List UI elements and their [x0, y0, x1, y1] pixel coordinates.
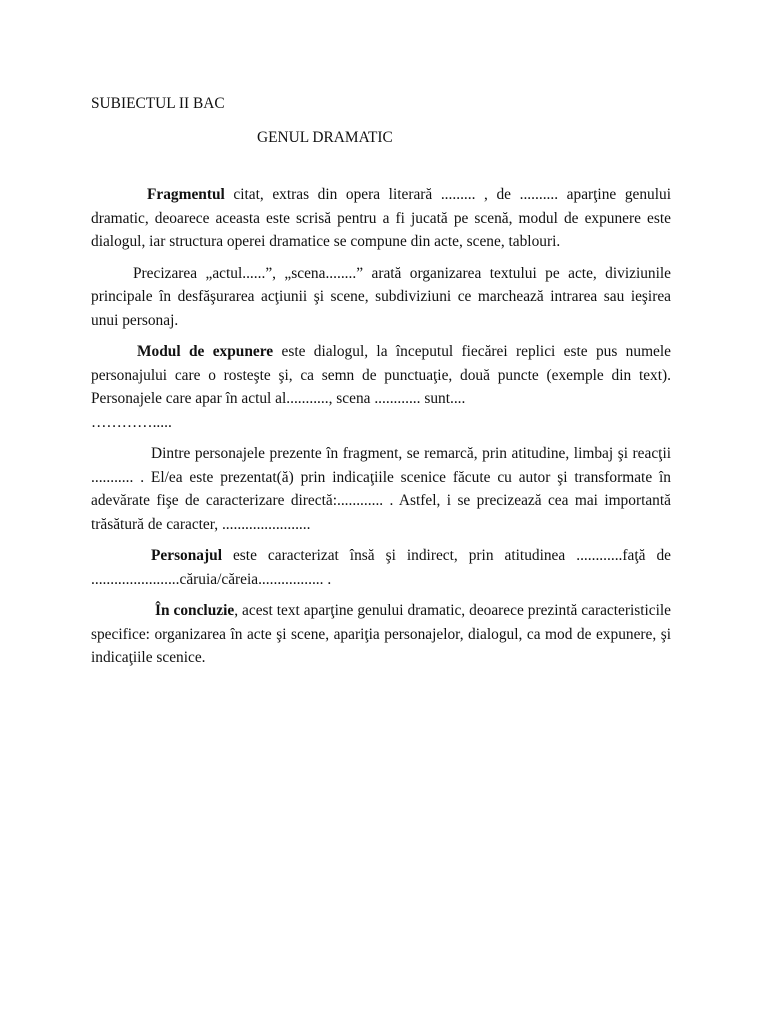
- paragraph-text: este dialogul, la începutul fiecărei replici este pus numele personajului care o rosteşte şi, ca semn de punctuaţie, două puncte (exemple din text). Personajele care apar în actul al..........., scena ............ sunt....: [91, 343, 671, 407]
- document-title: SUBIECTUL II BAC: [91, 95, 225, 112]
- paragraph-text: Precizarea „actul......”, „scena........” arată organizarea textului pe acte, diviziunile principale în desfăşurarea acţiunii şi scene, subdiviziuni ce marchează intrarea sau ieşirea unui personaj.: [91, 264, 671, 329]
- paragraph-text: , acest text aparţine genului dramatic, deoarece prezintă caracteristicile specifice: organizarea în acte şi scene, apariţia personajelor, dialogul, ca mod de expunere, şi indicaţiile scenice.: [91, 602, 671, 666]
- paragraph-personaje: [91, 442, 671, 536]
- paragraph-fragment: [91, 183, 671, 254]
- document-body: [91, 92, 671, 678]
- paragraph-lead-bold: În concluzie: [155, 602, 235, 619]
- paragraph-text: Dintre personajele prezente în fragment, se remarcă, prin atitudine, limbaj şi reacţii ........... . El/ea este prezentat(ă) prin indicaţiile scenice făcute cu autor şi transformate în adevărate fişe de caracterizare directă:............ . Astfel, i se precizează cea mai importantă trăsătură de caracter, .......................: [91, 445, 671, 533]
- paragraph-modul-expunere: [91, 340, 671, 434]
- paragraph-tail: ………….....: [91, 413, 172, 431]
- paragraph-text: este caracterizat însă şi indirect, prin atitudinea ............faţă de .......................căruia/căreia................. .: [91, 547, 671, 588]
- paragraph-precizarea: [91, 262, 671, 333]
- paragraph-lead-bold: Personajul: [151, 547, 222, 564]
- paragraph-lead-bold: Modul de expunere: [137, 343, 274, 360]
- document-subtitle: GENUL DRAMATIC: [257, 128, 393, 146]
- paragraph-lead-bold: Fragmentul: [147, 186, 225, 203]
- paragraph-personajul: [91, 544, 671, 591]
- paragraph-text: citat, extras din opera literară ......... , de .......... aparţine genului dramatic, deoarece aceasta este scrisă pentru a fi jucată pe scenă, modul de expunere este dialogul, iar structura operei dramatice se compune din acte, scene, tablouri.: [91, 186, 671, 250]
- paragraph-concluzie: [91, 599, 671, 670]
